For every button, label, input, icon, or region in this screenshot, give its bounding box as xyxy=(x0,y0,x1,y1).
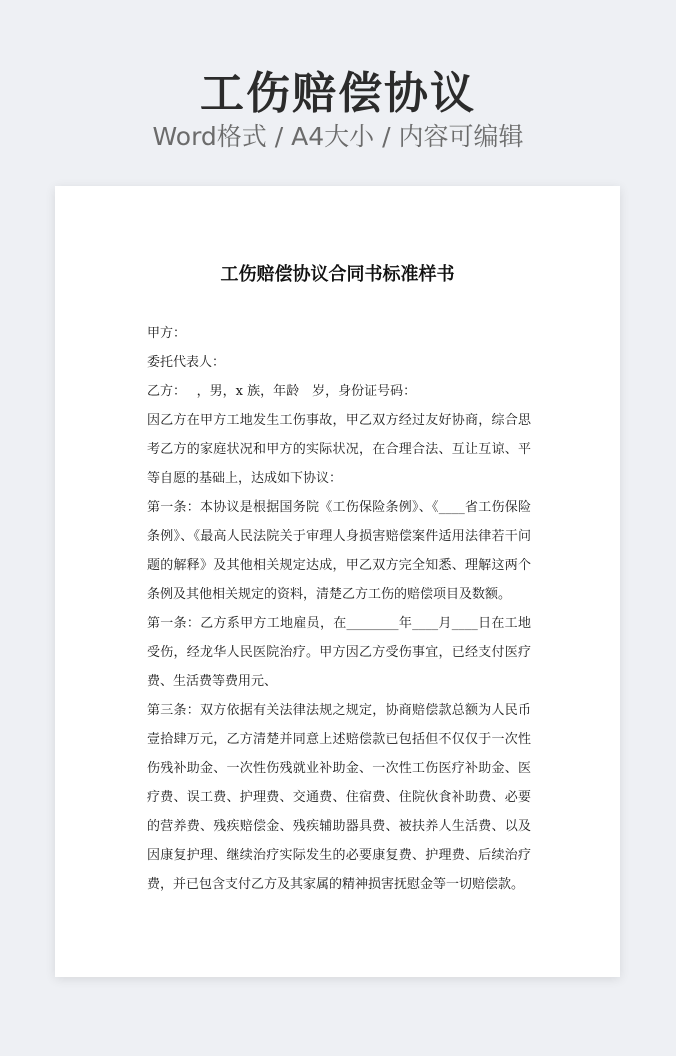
party-b-line: 乙方： ，男，x 族，年龄 岁，身份证号码： xyxy=(147,384,417,399)
document-page xyxy=(55,186,620,977)
page-title: 工伤赔偿协议 xyxy=(200,68,476,119)
document-title: 工伤赔偿协议合同书标准样书 xyxy=(220,264,455,285)
article-2-paragraph: 第一条：乙方系甲方工地雇员，在________年____月____日在工地受伤，经龙华人民医院治疗。甲方因乙方受伤事宜，已经支付医疗费、生活费等费用元、 xyxy=(147,616,531,689)
party-a-line: 甲方： xyxy=(147,326,187,341)
article-1-paragraph: 第一条：本协议是根据国务院《工伤保险条例》、《____省工伤保险条例》、《最高人民法院关于审理人身损害赔偿案件适用法律若干问题的解释》及其他相关规定达成，甲乙双方完全知悉、理解这两个条例及其他相关规定的资料，清楚乙方工伤的赔偿项目及数额。 xyxy=(147,500,531,602)
representative-line: 委托代表人： xyxy=(147,355,226,370)
preamble-paragraph: 因乙方在甲方工地发生工伤事故，甲乙双方经过友好协商，综合思考乙方的家庭状况和甲方的实际状况，在合理合法、互让互谅、平等自愿的基础上，达成如下协议： xyxy=(147,413,531,486)
page-subtitle: Word格式 / A4大小 / 内容可编辑 xyxy=(152,122,524,151)
article-3-paragraph: 第三条：双方依据有关法律法规之规定，协商赔偿款总额为人民币壹拾肆万元，乙方清楚并同意上述赔偿款已包括但不仅仅于一次性伤残补助金、一次性伤残就业补助金、一次性工伤医疗补助金、医疗费、误工费、护理费、交通费、住宿费、住院伙食补助费、必要的营养费、残疾赔偿金、残疾辅助器具费、被扶养人生活费、以及因康复护理、继续治疗实际发生的必要康复费、护理费、后续治疗费，并已包含支付乙方及其家属的精神损害抚慰金等一切赔偿款。 xyxy=(147,703,531,892)
document-body xyxy=(147,319,531,899)
